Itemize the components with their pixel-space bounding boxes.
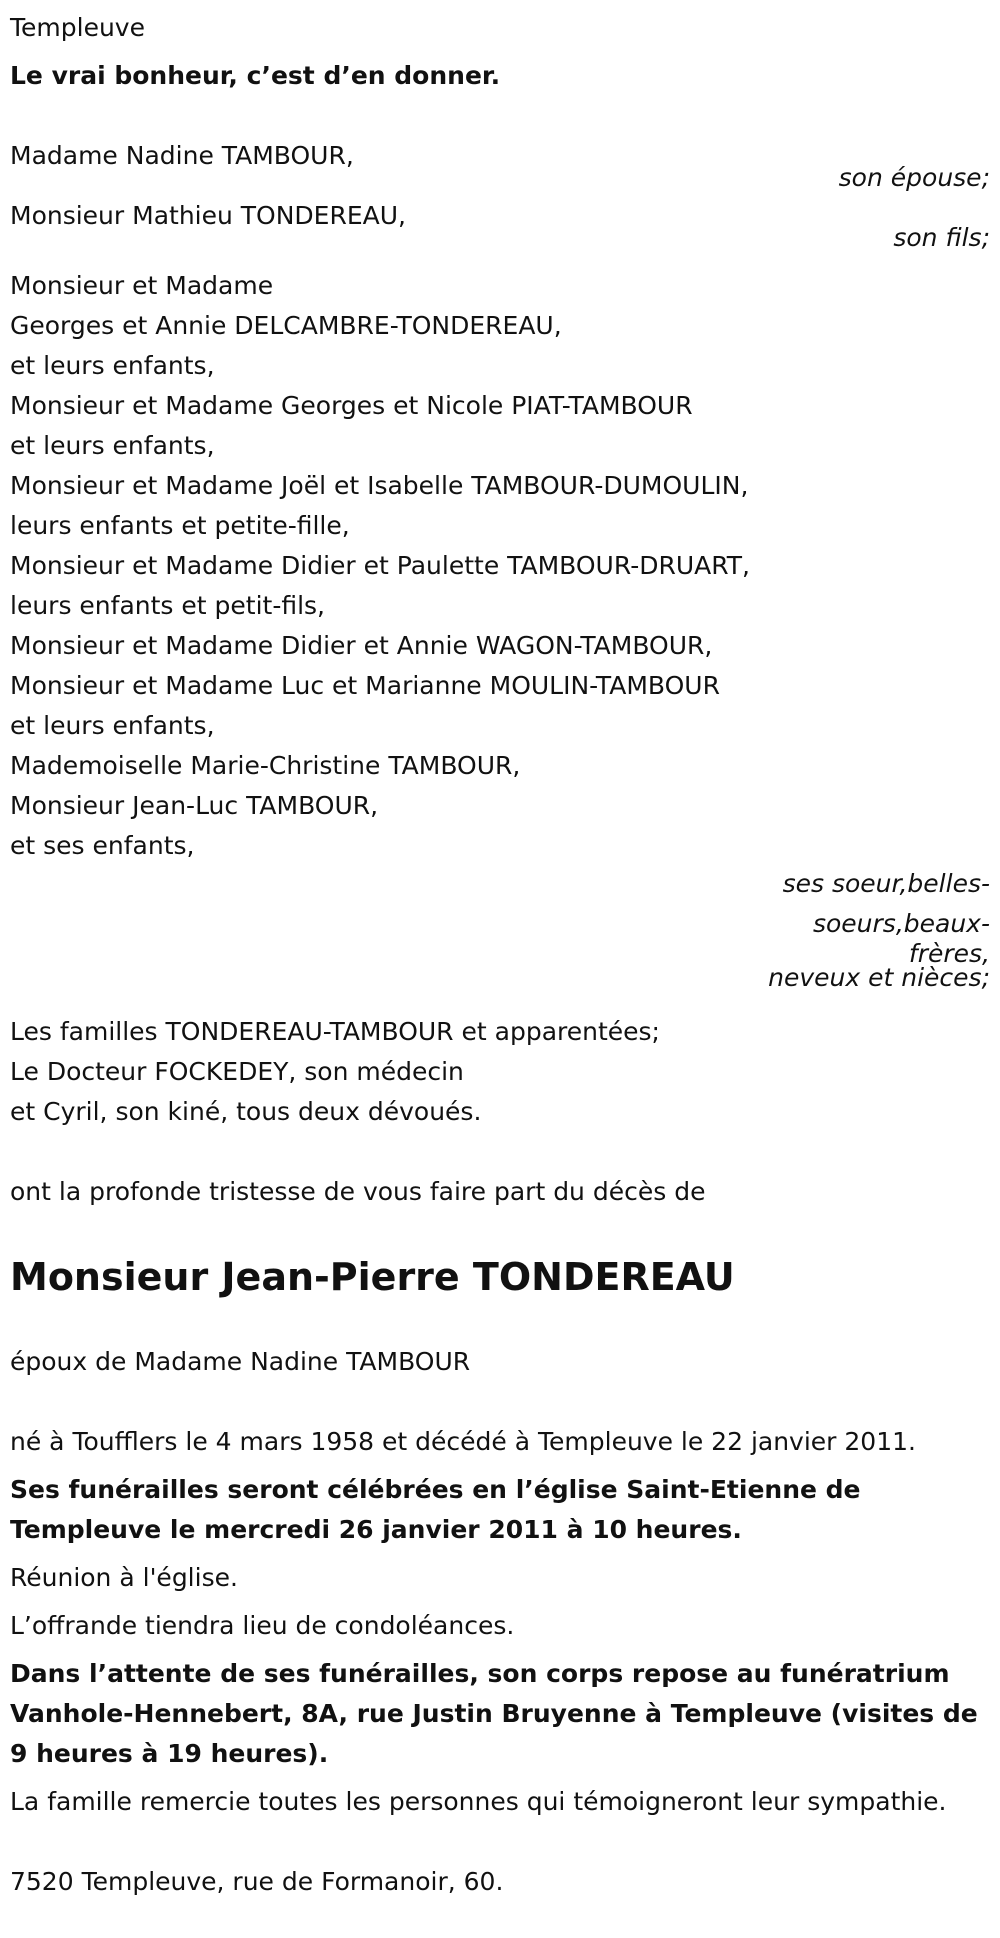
- sibling-line: Monsieur et Madame Didier et Paulette TAMBOUR-DRUART,: [10, 551, 751, 580]
- repose-info: Dans l’attente de ses funérailles, son corps repose au funératrium Vanhole-Hennebert, 8A, rue Justin Bruyenne à Templeuve (visites de 9 heures à 19 heures).: [10, 1659, 978, 1768]
- sibling-line: Monsieur et Madame: [10, 271, 274, 300]
- sibling-line: et leurs enfants,: [10, 351, 215, 380]
- sibling-line: Georges et Annie DELCAMBRE-TONDEREAU,: [10, 311, 562, 340]
- other-line: et Cyril, son kiné, tous deux dévoués.: [10, 1097, 482, 1126]
- address: 7520 Templeuve, rue de Formanoir, 60.: [10, 1867, 504, 1896]
- sibling-line: et leurs enfants,: [10, 431, 215, 460]
- relation-line: neveux et nièces;: [768, 963, 990, 992]
- sibling-line: Monsieur Jean-Luc TAMBOUR,: [10, 791, 379, 820]
- sibling-line: leurs enfants et petite-fille,: [10, 511, 350, 540]
- sibling-line: Monsieur et Madame Georges et Nicole PIAT-TAMBOUR: [10, 391, 693, 420]
- relation-line: soeurs,beaux-: [812, 909, 990, 938]
- other-line: Les familles TONDEREAU-TAMBOUR et apparentées;: [10, 1017, 660, 1046]
- obituary-document: [10, 8, 990, 1902]
- siblings-relation: [10, 864, 990, 990]
- sibling-line: Monsieur et Madame Luc et Marianne MOULIN-TAMBOUR: [10, 671, 720, 700]
- spouse-of: époux de Madame Nadine TAMBOUR: [10, 1347, 471, 1376]
- sibling-line: Mademoiselle Marie-Christine TAMBOUR,: [10, 751, 521, 780]
- thanks-text: La famille remercie toutes les personnes qui témoigneront leur sympathie.: [10, 1787, 947, 1816]
- offering-info: L’offrande tiendra lieu de condoléances.: [10, 1611, 515, 1640]
- relation-line: frères,: [908, 939, 990, 968]
- son-name: Monsieur Mathieu TONDEREAU,: [10, 201, 406, 230]
- motto: Le vrai bonheur, c’est d’en donner.: [10, 61, 501, 90]
- wife-relation: son épouse;: [838, 163, 990, 192]
- sibling-line: leurs enfants et petit-fils,: [10, 591, 326, 620]
- sibling-line: et ses enfants,: [10, 831, 195, 860]
- funeral-info: Ses funérailles seront célébrées en l’église Saint-Etienne de Templeuve le mercredi 26 janvier 2011 à 10 heures.: [10, 1475, 861, 1544]
- sibling-line: Monsieur et Madame Joël et Isabelle TAMBOUR-DUMOULIN,: [10, 471, 749, 500]
- son-relation: son fils;: [893, 223, 990, 252]
- meeting-info: Réunion à l'église.: [10, 1563, 238, 1592]
- deceased-name: Monsieur Jean-Pierre TONDEREAU: [10, 1255, 735, 1299]
- sibling-line: Monsieur et Madame Didier et Annie WAGON-TAMBOUR,: [10, 631, 713, 660]
- place-heading: Templeuve: [10, 13, 145, 42]
- siblings-list: [10, 266, 990, 866]
- announcement: ont la profonde tristesse de vous faire part du décès de: [10, 1177, 706, 1206]
- wife-name: Madame Nadine TAMBOUR,: [10, 141, 354, 170]
- relation-line: ses soeur,belles-: [782, 869, 990, 898]
- other-line: Le Docteur FOCKEDEY, son médecin: [10, 1057, 464, 1086]
- others-list: [10, 1012, 990, 1132]
- sibling-line: et leurs enfants,: [10, 711, 215, 740]
- birth-death: né à Toufflers le 4 mars 1958 et décédé à Templeuve le 22 janvier 2011.: [10, 1427, 916, 1456]
